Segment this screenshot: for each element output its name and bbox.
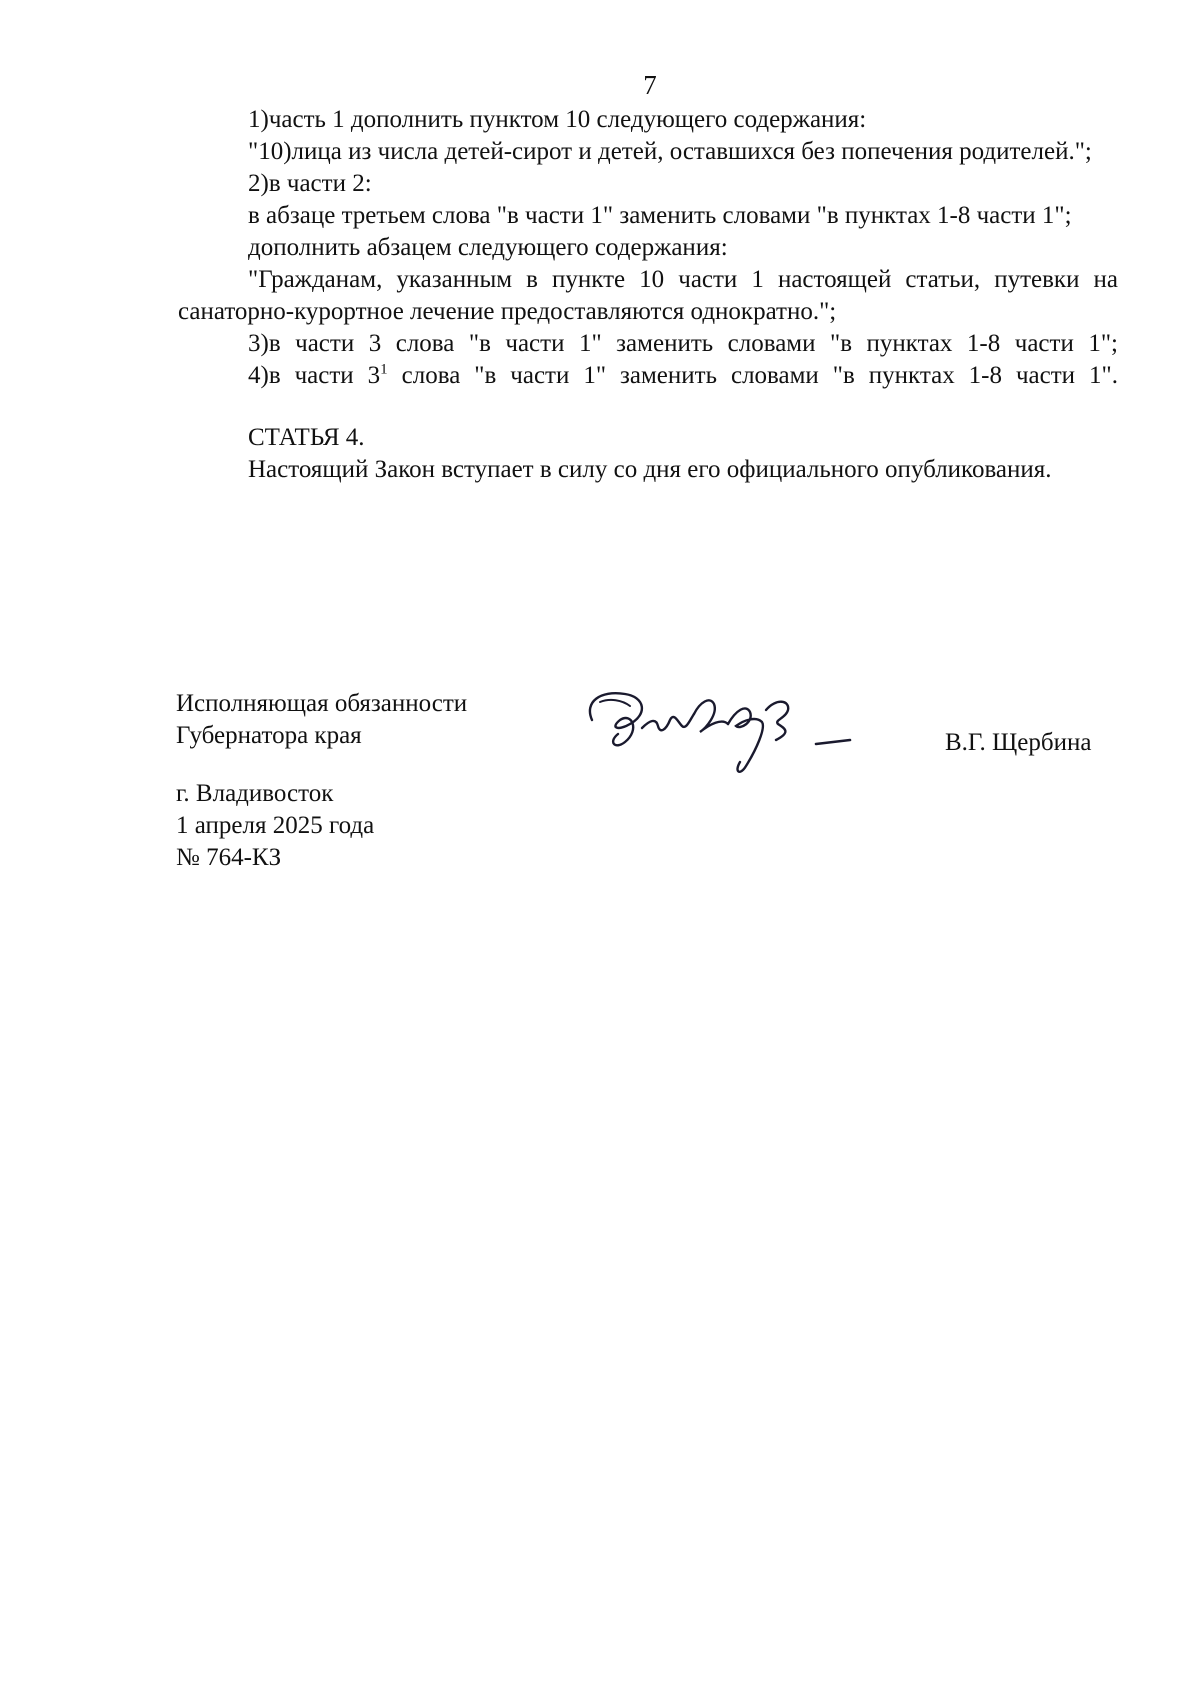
paragraph-1: 1)часть 1 дополнить пунктом 10 следующего содержания: xyxy=(248,106,867,133)
signatory-title-line-2: Губернатора края xyxy=(176,722,362,749)
article-text: Настоящий Закон вступает в силу со дня его официального опубликования. xyxy=(248,456,1052,483)
signatory-title xyxy=(176,688,467,752)
city: г. Владивосток xyxy=(176,780,334,807)
article-heading: СТАТЬЯ 4. xyxy=(248,424,365,451)
handwritten-signature xyxy=(570,680,900,790)
signatory-name: В.Г. Щербина xyxy=(945,729,1092,756)
paragraph-4: в абзаце третьем слова "в части 1" заменить словами "в пунктах 1-8 части 1"; xyxy=(248,202,1072,229)
document-body xyxy=(178,104,1118,486)
paragraph-2: "10)лица из числа детей-сирот и детей, оставшихся без попечения родителей."; xyxy=(248,138,1092,165)
paragraph-8 xyxy=(178,360,1118,392)
paragraph-8-end: слова "в части 1" заменить словами "в пунктах 1-8 части 1". xyxy=(387,362,1118,389)
signatory-title-line-1: Исполняющая обязанности xyxy=(176,690,468,717)
paragraph-5: дополнить абзацем следующего содержания: xyxy=(248,234,728,261)
law-number: № 764-КЗ xyxy=(176,844,282,871)
paragraph-7: 3)в части 3 слова "в части 1" заменить словами "в пунктах 1-8 части 1"; xyxy=(248,330,1118,357)
document-footer xyxy=(176,778,374,874)
date: 1 апреля 2025 года xyxy=(176,812,375,839)
paragraph-6: "Гражданам, указанным в пункте 10 части 1 настоящей статьи, путевки на санаторно-курортное лечение предоставляются однократно."; xyxy=(178,266,1118,325)
page-number: 7 xyxy=(643,70,657,100)
superscript-1: 1 xyxy=(380,361,388,378)
paragraph-8-start: 4)в части 3 xyxy=(248,362,381,389)
paragraph-3: 2)в части 2: xyxy=(248,170,372,197)
